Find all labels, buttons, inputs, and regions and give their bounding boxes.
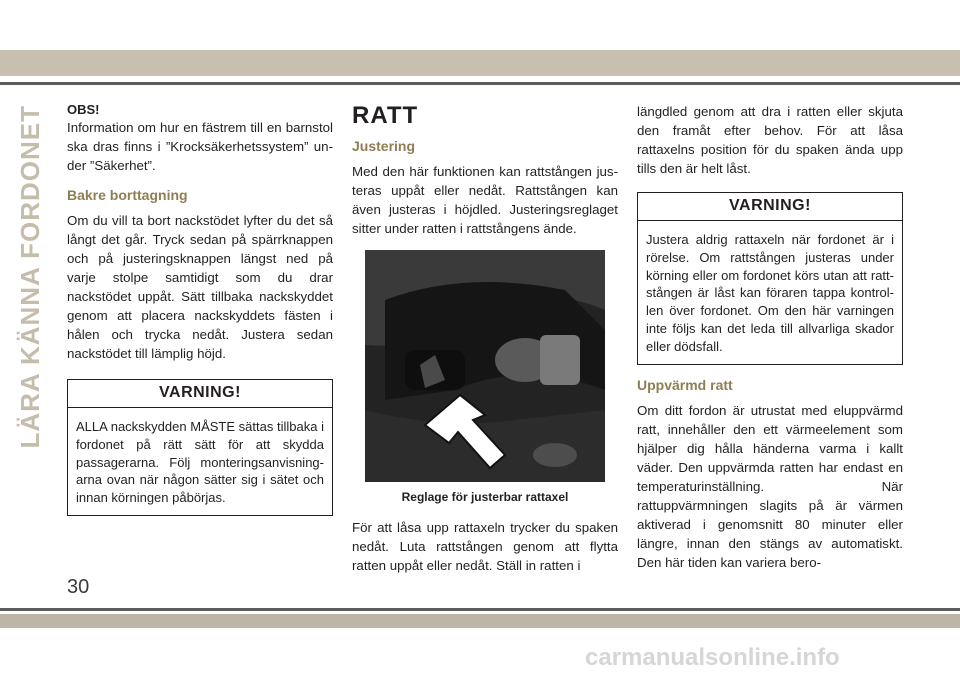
heading-bakre-borttagning: Bakre borttagning bbox=[67, 187, 188, 203]
obs-label: OBS! bbox=[67, 102, 100, 117]
header-rule bbox=[0, 82, 960, 85]
warning-box-rattaxel bbox=[637, 192, 903, 365]
paragraph-langdled: längdled genom att dra i ratten eller skjuta den framåt efter behov. För att låsa rattaxelns position för du spaken ända upp tills den är helt låst. bbox=[637, 104, 903, 176]
column-1 bbox=[67, 102, 333, 516]
steering-column-illustration bbox=[365, 250, 605, 482]
steering-column-photo bbox=[365, 250, 605, 482]
watermark-text: carmanualsonline.info bbox=[585, 644, 840, 671]
column-2 bbox=[352, 102, 618, 575]
footer-bar bbox=[0, 614, 960, 628]
column-3 bbox=[637, 102, 903, 572]
paragraph-uppvarmd-ratt: Om ditt fordon är utrustat med eluppvärmd ratt, innehåller den ett värmeelement som hjälper dig hålla händerna varma i kallt väder. Den uppvärmda ratten har endast en temperaturinställning. När rattuppvärmningen slagits på är värmen aktiverad i genomsnitt 80 minuter eller längre, innan den stängs av automatiskt. Den här tiden kan variera bero- bbox=[637, 402, 903, 570]
paragraph-justering: Med den här funktionen kan rattstången justeras uppåt eller nedåt. Rattstången kan även justeras i höjdled. Justeringsreglaget sitter under ratten i rattstångens ände. bbox=[352, 164, 618, 236]
paragraph-lasa-upp: För att låsa upp rattaxeln trycker du spaken nedåt. Luta rattstången genom att flytta ratten uppåt eller nedåt. Ställ in ratten i bbox=[352, 520, 618, 573]
section-side-tab-label: LÄRA KÄNNA FORDONET bbox=[14, 105, 45, 449]
heading-uppvarmd-ratt: Uppvärmd ratt bbox=[637, 376, 733, 393]
warning-title: VARNING! bbox=[638, 193, 902, 221]
paragraph-bakre-borttagning: Om du vill ta bort nackstödet lyfter du det så långt det går. Tryck sedan på spärrknappen och på justeringsknappen längst ned på varje stolpe samtidigt som du drar nackstödet uppåt. Sätt tillbaka nackskyddet genom att placera nackskyddets fästen i hålen och trycka nedåt. Justera sedan nackstödet till lämplig höjd. bbox=[67, 213, 333, 361]
heading-justering: Justering bbox=[352, 138, 416, 154]
warning-text: Justera aldrig rattaxeln när fordonet är i rörelse. Om rattstången justeras under körning eller om fordonet körs utan att rattstången är låst kan föraren tappa kontrollen över fordonet. Om den här varningen inte följs kan det leda till allvarliga skador eller dödsfall. bbox=[646, 232, 894, 354]
warning-title: VARNING! bbox=[68, 380, 332, 408]
obs-text: Information om hur en fästrem till en barnstol ska dras finns i ”Krocksäkerhetssystem” under ”Säkerhet”. bbox=[67, 120, 333, 173]
warning-box-nackskydd bbox=[67, 379, 333, 516]
section-title-ratt: RATT bbox=[352, 102, 419, 129]
page-number: 30 bbox=[67, 576, 90, 598]
section-side-tab bbox=[10, 105, 50, 449]
photo-caption: Reglage för justerbar rattaxel bbox=[401, 490, 569, 504]
header-bar bbox=[0, 50, 960, 76]
warning-text: ALLA nackskydden MÅSTE sättas tillbaka i fordonet på rätt sätt för att skydda passagerarna. Följ monteringsanvisningarna ovan när någon sätter sig i sätet och innan körningen påbörjas. bbox=[76, 419, 324, 506]
footer-rule bbox=[0, 608, 960, 611]
